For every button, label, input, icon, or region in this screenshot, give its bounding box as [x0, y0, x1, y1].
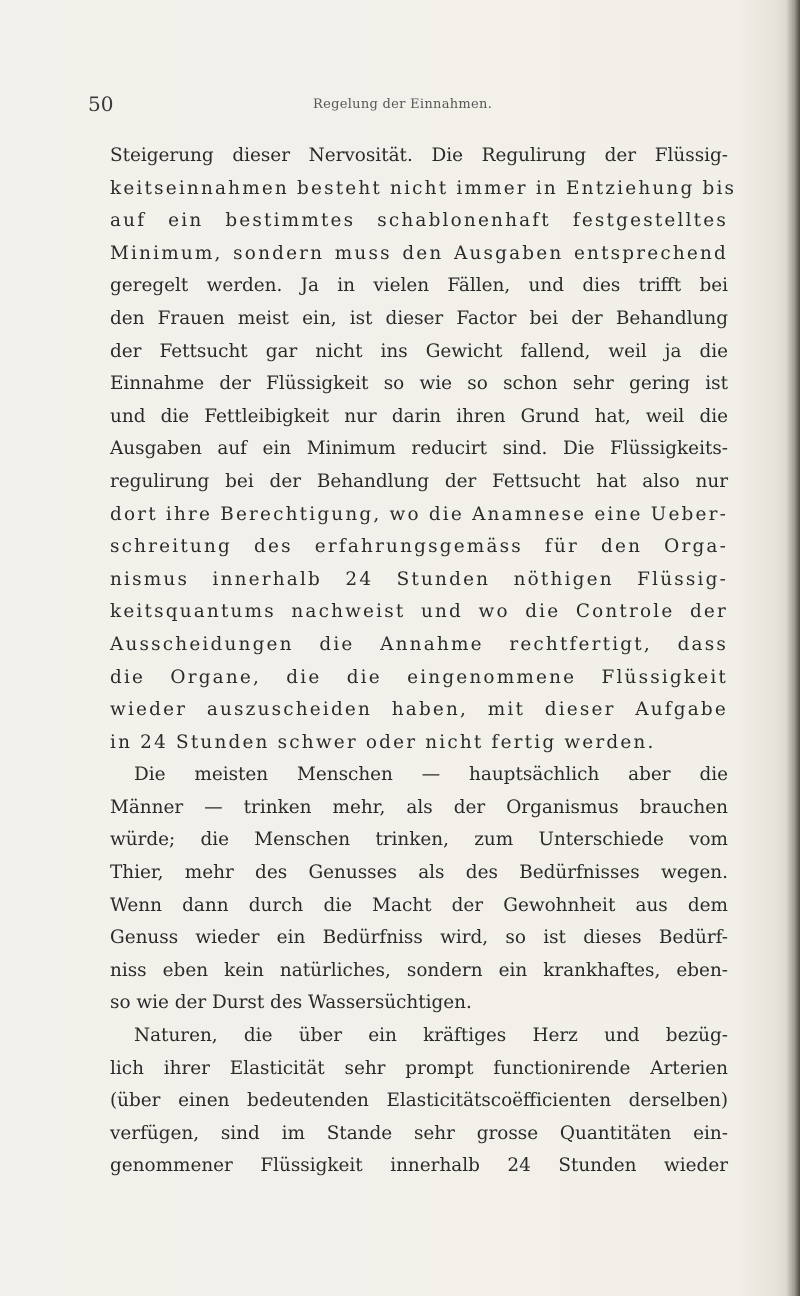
text-line: die Organe, die die eingenommene Flüssigkeit [110, 666, 728, 688]
text-line: Genuss wieder ein Bedürfniss wird, so ist dieses Bedürf- [110, 927, 728, 949]
text-line: Naturen, die über ein kräftiges Herz und bezüg- [134, 1025, 728, 1047]
text-line: dort ihre Berechtigung, wo die Anamnese eine Ueber- [110, 503, 728, 525]
page-header [88, 92, 728, 120]
text-line: den Frauen meist ein, ist dieser Factor bei der Behandlung [110, 307, 728, 329]
text-line: geregelt werden. Ja in vielen Fällen, und dies trifft bei [110, 275, 728, 297]
text-line: Steigerung dieser Nervosität. Die Regulirung der Flüssig- [110, 145, 728, 166]
text-line: regulirung bei der Behandlung der Fettsucht hat also nur [110, 470, 728, 492]
text-line: Die meisten Menschen — hauptsächlich aber die [134, 764, 728, 786]
text-line: wieder auszuscheiden haben, mit dieser Aufgabe [110, 699, 728, 721]
text-line: würde; die Menschen trinken, zum Unterschiede vom [110, 829, 728, 851]
text-line: Wenn dann durch die Macht der Gewohnheit aus dem [110, 894, 728, 916]
text-line: und die Fettleibigkeit nur darin ihren Grund hat, weil die [110, 405, 728, 427]
text-line: keitsquantums nachweist und wo die Controle der [110, 601, 728, 623]
text-line: in 24 Stunden schwer oder nicht fertig werden. [110, 731, 656, 753]
text-line: Ausscheidungen die Annahme rechtfertigt, dass [110, 633, 728, 655]
text-line: Männer — trinken mehr, als der Organismus brauchen [110, 796, 728, 818]
text-line: (über einen bedeutenden Elasticitätscoëfficienten derselben) [110, 1090, 728, 1112]
text-line: keitseinnahmen besteht nicht immer in Entziehung bis [110, 177, 737, 199]
page-number: 50 [88, 92, 114, 116]
text-line: so wie der Durst des Wassersüchtigen. [110, 992, 472, 1014]
text-line: verfügen, sind im Stande sehr grosse Quantitäten ein- [110, 1122, 728, 1144]
text-line: Einnahme der Flüssigkeit so wie so schon sehr gering ist [110, 373, 728, 395]
text-line: Ausgaben auf ein Minimum reducirt sind. Die Flüssigkeits- [110, 438, 728, 460]
text-line: lich ihrer Elasticität sehr prompt functionirende Arterien [110, 1057, 728, 1079]
text-line: nismus innerhalb 24 Stunden nöthigen Flüssig- [110, 568, 728, 590]
text-line: schreitung des erfahrungsgemäss für den Orga- [110, 536, 728, 558]
text-line: genommener Flüssigkeit innerhalb 24 Stunden wieder [110, 1155, 728, 1177]
text-line: Thier, mehr des Genusses als des Bedürfnisses wegen. [110, 862, 728, 884]
running-title: Regelung der Einnahmen. [313, 97, 493, 112]
text-line: Minimum, sondern muss den Ausgaben entsprechend [110, 242, 728, 264]
text-line: auf ein bestimmtes schablonenhaft festgestelltes [110, 210, 728, 232]
page-edge-shadow [786, 0, 800, 1296]
text-line: der Fettsucht gar nicht ins Gewicht fallend, weil ja die [110, 340, 728, 362]
text-line: niss eben kein natürliches, sondern ein krankhaftes, eben- [110, 959, 728, 981]
body-text [110, 140, 737, 1183]
